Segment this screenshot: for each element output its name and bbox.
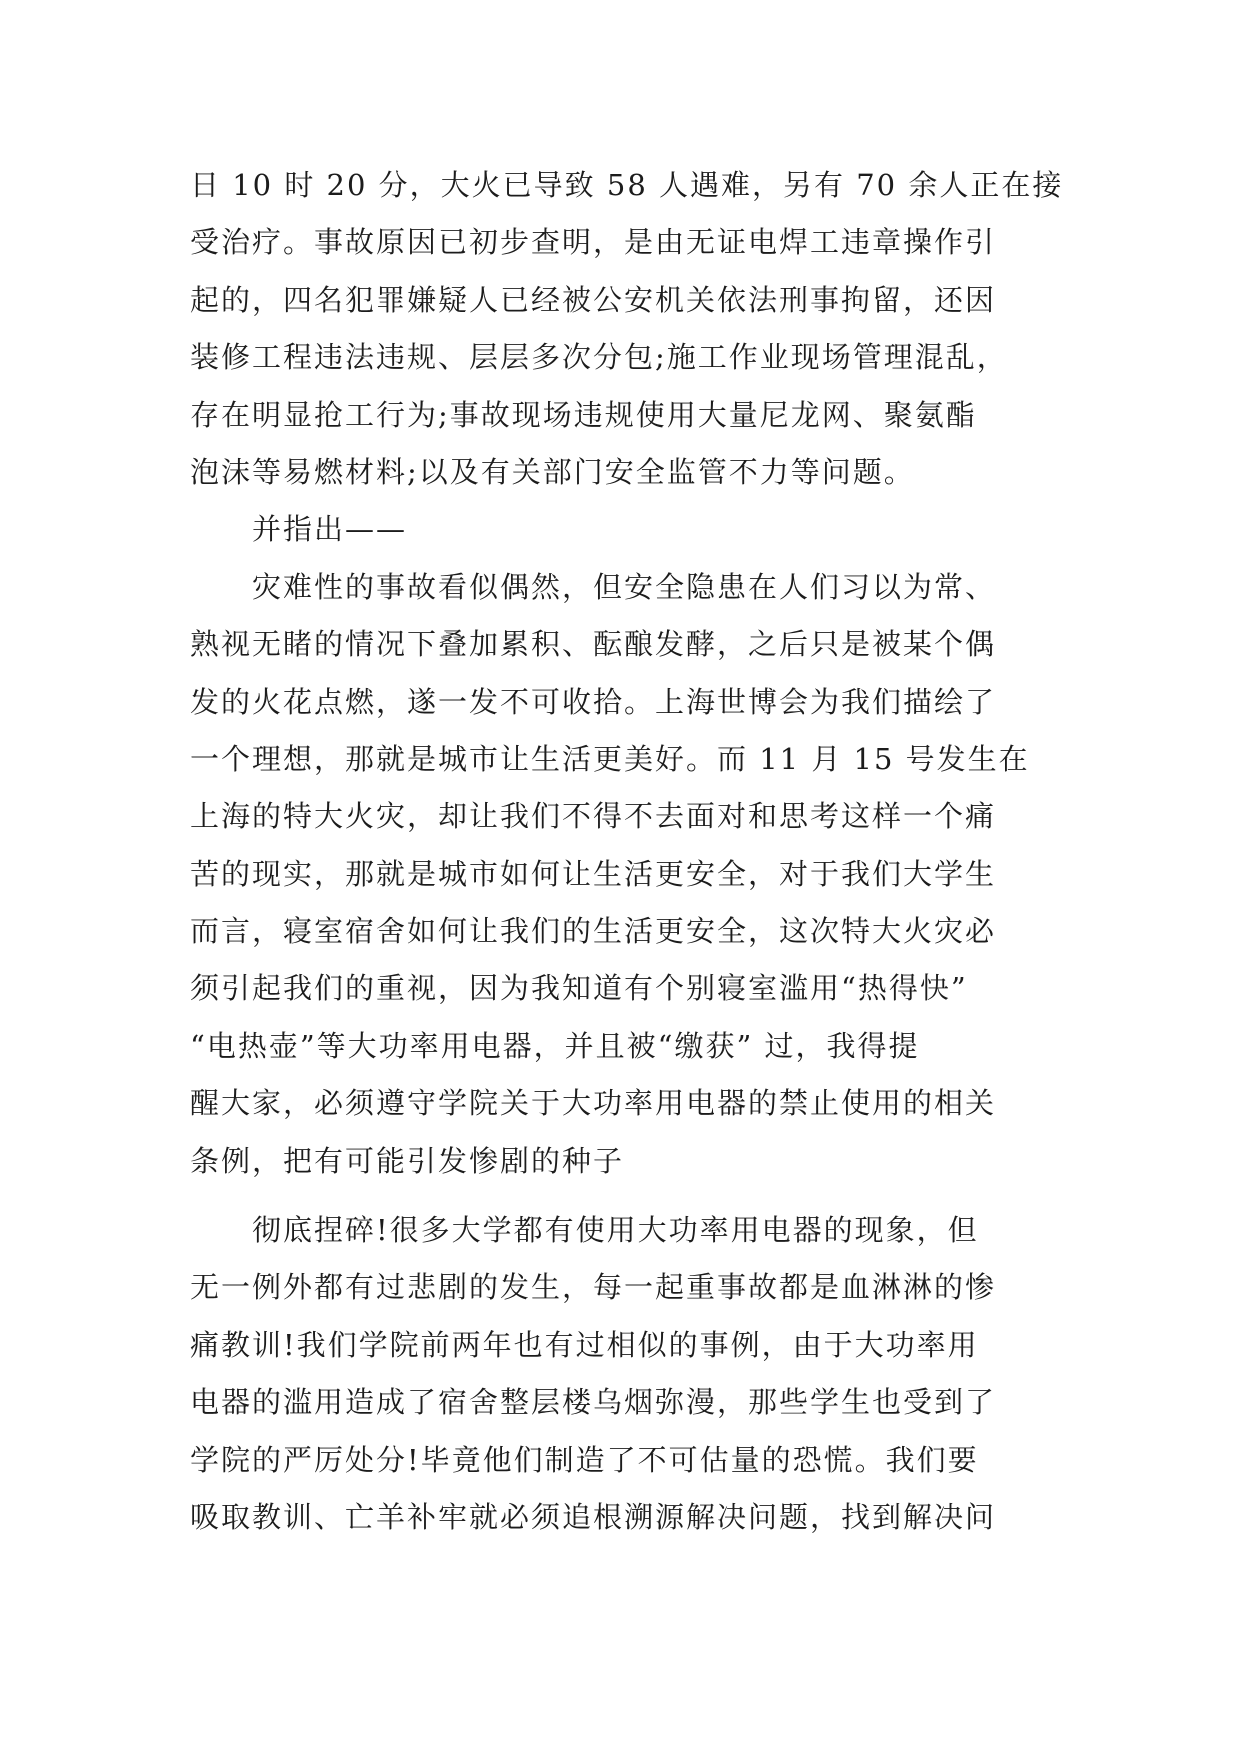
text-line: 无一例外都有过悲剧的发生，每一起重事故都是血淋淋的惨 — [190, 1270, 997, 1305]
text-line: 发的火花点燃，遂一发不可收拾。上海世博会为我们描绘了 — [190, 684, 997, 719]
text-line: 须引起我们的重视，因为我知道有个别寝室滥用“热得快” — [190, 971, 968, 1006]
text-line: 条例，把有可能引发惨剧的种子 — [190, 1143, 625, 1178]
text-line: “电热壶”等大功率用电器，并且被“缴获” 过，我得提 — [190, 1028, 920, 1063]
text-line: 一个理想，那就是城市让生活更美好。而 11 月 15 号发生在 — [190, 741, 1030, 776]
text-line: 日 10 时 20 分，大火已导致 58 人遇难，另有 70 余人正在接 — [190, 168, 1064, 202]
text-line: 熟视无睹的情况下叠加累积、酝酿发酵，之后只是被某个偶 — [190, 627, 997, 662]
text-line: 苦的现实，那就是城市如何让生活更安全，对于我们大学生 — [190, 856, 997, 891]
text-line: 彻底捏碎!很多大学都有使用大功率用电器的现象，但 — [252, 1213, 979, 1248]
body-text — [190, 157, 1070, 1546]
text-line: 泡沫等易燃材料;以及有关部门安全监管不力等问题。 — [190, 454, 915, 489]
paragraph-heading-line: 并指出—— — [252, 512, 408, 547]
text-line: 受治疗。事故原因已初步查明，是由无证电焊工违章操作引 — [190, 225, 997, 260]
text-line: 而言，寝室宿舍如何让我们的生活更安全，这次特大火灾必 — [190, 914, 997, 949]
text-line: 电器的滥用造成了宿舍整层楼乌烟弥漫，那些学生也受到了 — [190, 1385, 997, 1420]
text-line: 痛教训!我们学院前两年也有过相似的事例，由于大功率用 — [190, 1327, 979, 1362]
text-line: 起的，四名犯罪嫌疑人已经被公安机关依法刑事拘留，还因 — [190, 282, 997, 317]
text-line: 上海的特大火灾，却让我们不得不去面对和思考这样一个痛 — [190, 799, 997, 834]
text-line: 存在明显抢工行为;事故现场违规使用大量尼龙网、聚氨酯 — [190, 397, 977, 432]
text-line: 吸取教训、亡羊补牢就必须追根溯源解决问题，找到解决问 — [190, 1499, 997, 1534]
text-line: 学院的严厉处分!毕竟他们制造了不可估量的恐慌。我们要 — [190, 1442, 979, 1477]
text-line: 灾难性的事故看似偶然，但安全隐患在人们习以为常、 — [252, 569, 997, 604]
text-line: 装修工程违法违规、层层多次分包;施工作业现场管理混乱， — [190, 340, 1008, 375]
text-line: 醒大家，必须遵守学院关于大功率用电器的禁止使用的相关 — [190, 1086, 997, 1121]
